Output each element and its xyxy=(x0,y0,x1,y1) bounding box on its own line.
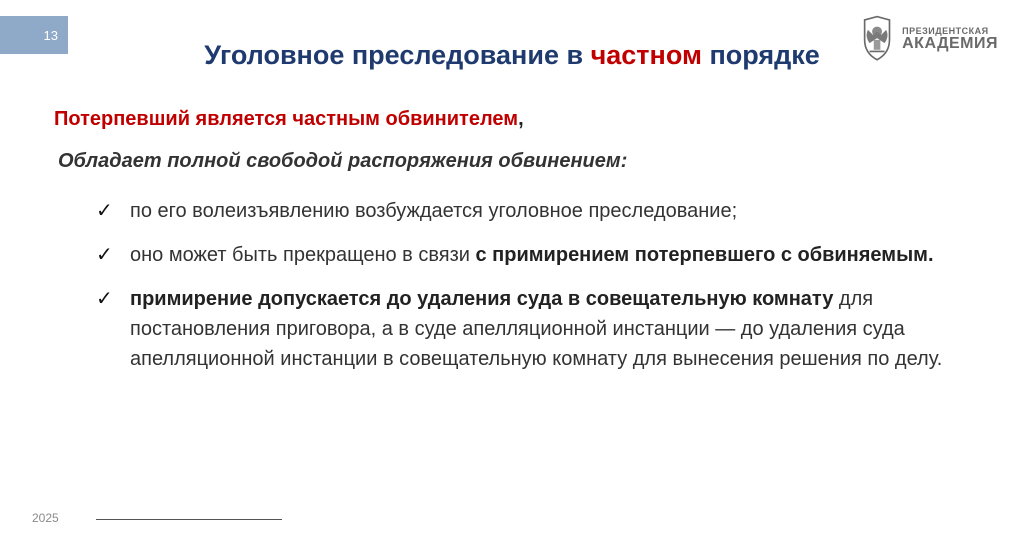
bullet-text: по его волеизъявлению возбуждается уголовное преследование; xyxy=(130,200,738,222)
checkmark-icon: ✓ xyxy=(96,288,113,310)
bullet-text: для постановления приговора, а в суде апелляционной инстанции — до удаления суда апелляционной инстанции в совещательную комнату для вынесения решения по делу. xyxy=(130,288,943,370)
title-highlight: частном xyxy=(590,40,702,70)
bullet-bold: примирение допускается до удаления суда в совещательную комнату xyxy=(130,288,834,310)
footer-year: 2025 xyxy=(32,511,59,525)
lead-text: Потерпевший является частным обвинителем xyxy=(54,108,519,130)
logo-line2: АКАДЕМИЯ xyxy=(902,34,998,52)
eagle-emblem-icon xyxy=(858,10,896,68)
checkmark-icon: ✓ xyxy=(96,244,113,266)
title-part1: Уголовное преследование в xyxy=(204,40,591,70)
academy-logo xyxy=(858,8,998,70)
bullet-bold: с примирением потерпевшего с обвиняемым. xyxy=(475,244,934,266)
slide-number: 13 xyxy=(43,27,58,43)
subheading: Обладает полной свободой распоряжения обвинением: xyxy=(58,150,628,172)
lead-comma: , xyxy=(518,108,524,130)
bullet-item xyxy=(96,196,976,226)
logo-line1: ПРЕЗИДЕНТСКАЯ xyxy=(902,25,989,36)
bullet-item xyxy=(96,284,976,374)
title-part2: порядке xyxy=(701,40,820,70)
bullet-item xyxy=(96,240,976,270)
bullet-list xyxy=(96,196,976,374)
lead-statement xyxy=(54,108,524,131)
checkmark-icon: ✓ xyxy=(96,200,113,222)
bullet-text: оно может быть прекращено в связи xyxy=(130,244,476,266)
footer-divider xyxy=(96,519,282,520)
